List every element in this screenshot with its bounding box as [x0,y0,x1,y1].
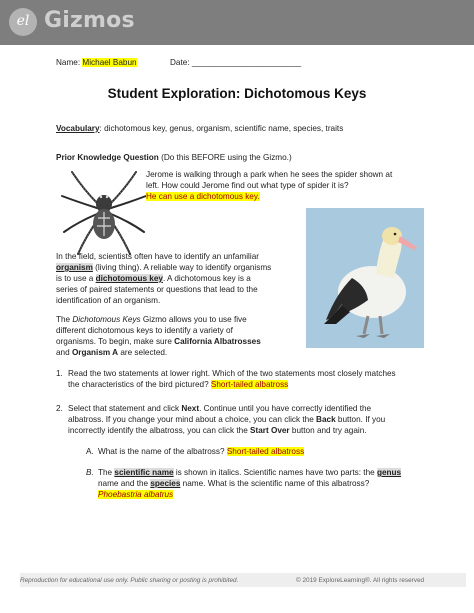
field-text-line-3-pre: is to use a [56,274,96,283]
intro-line-3-pre: organisms. To begin, make sure [56,337,175,346]
q2-line-3-pre: incorrectly identify the albatross, you can click the [68,426,251,435]
explorelearning-logo-icon: el [9,8,37,36]
pkq-answer [146,192,260,203]
pkq-answer-text: He can use a dichotomous key. [146,192,260,201]
next-keyword: Next [181,404,200,413]
date-line [170,58,301,69]
intro-line-1 [56,315,247,326]
q2b-answer-line [98,490,173,501]
term-species: species [150,479,181,488]
california-albatrosses: California Albatrosses [174,337,261,346]
field-text-line-1: In the field, scientists often have to identify an unfamiliar [56,252,259,261]
start-over-keyword: Start Over [250,426,290,435]
q1-answer: Short-tailed albatross [210,380,289,389]
q2b-line-1 [98,468,401,479]
q2a-answer: Short-tailed albatross [226,447,305,456]
student-name: Michael Babun [82,58,137,67]
field-text-line-4: series of paired statements or questions that lead to the [56,285,258,294]
organism-a: Organism A [71,348,119,357]
q1-line-1: Read the two statements at lower right. Which of the two statements most closely matches [68,369,396,378]
field-text-line-2 [56,263,271,274]
q2a-text: What is the name of the albatross? [98,447,225,456]
term-genus: genus [376,468,402,477]
albatross-image [306,208,424,348]
q2b-line-2 [98,479,369,490]
intro-line-1-post: Gizmo allows you to use five [140,315,247,324]
q2b-answer: Phoebastria albatrus [98,490,174,499]
prior-knowledge-heading [56,153,292,164]
field-text-line-3-post: . A dichotomous key is a [162,274,251,283]
vocabulary-label: Vocabulary [56,124,100,133]
name-label: Name: [56,58,81,67]
pkq-text-line-1: Jerome is walking through a park when he sees the spider shown at [146,170,393,179]
q2-line-1-post: . Continue until you have correctly identified the [199,404,372,413]
q2b-line-2-post: name. What is the scientific name of this albatross? [180,479,370,488]
intro-line-4-and: and [56,348,72,357]
intro-line-3 [56,337,261,348]
q2-line-3-post: button and try again. [289,426,367,435]
vocabulary-line [56,124,343,135]
footer-usage-note: Reproduction for educational use only. Public sharing or posting is prohibited. [20,577,239,584]
q1-line-2-text: the characteristics of the bird pictured? [68,380,209,389]
gizmos-header [0,0,474,45]
q2-line-1-pre: Select that statement and click [68,404,182,413]
q2-line-2-post: button. If you [335,415,386,424]
q2b-line-1-post: is shown in italics. Scientific names have two parts: the [173,468,377,477]
q2-line-3 [68,426,367,437]
back-keyword: Back [316,415,336,424]
intro-line-1-pre: The [56,315,73,324]
q1-number: 1. [56,369,63,378]
field-text-line-5: identification of an organism. [56,296,161,305]
gizmos-brand: Gizmos [44,8,135,33]
field-text-line-3 [56,274,251,285]
pkq-heading: Prior Knowledge Question [56,153,159,162]
q2b-line-2-pre: name and the [98,479,151,488]
intro-line-2: different dichotomous keys to identify a variety of [56,326,233,335]
q2b-line-1-pre: The [98,468,115,477]
intro-line-4-post: are selected. [118,348,168,357]
q2-line-2-pre: albatross. If you change your mind about a choice, you can click the [68,415,317,424]
q1-line-2 [68,380,288,391]
pkq-text-line-2: left. How could Jerome find out what type of spider it is? [146,181,349,190]
pkq-note: (Do this BEFORE using the Gizmo.) [158,153,292,162]
q2-line-2 [68,415,385,426]
date-label: Date: [170,58,190,67]
q2a-letter: A. [86,447,94,456]
term-organism: organism [56,263,93,272]
page-title: Student Exploration: Dichotomous Keys [107,86,367,101]
q2b-letter: B. [86,468,94,477]
intro-line-4 [56,348,167,359]
q2-line-1 [68,404,371,415]
spider-image [58,166,150,258]
field-text-line-2-rest: (living thing). A reliable way to identify organisms [92,263,272,272]
footer-copyright: © 2019 ExploreLearning®. All rights reserved [296,577,425,584]
vocabulary-terms: : dichotomous key, genus, organism, scientific name, species, traits [99,124,344,133]
q2-number: 2. [56,404,63,413]
gizmo-name: Dichotomous Keys [72,315,141,324]
term-dichotomous-key: dichotomous key [95,274,163,283]
name-line [56,58,137,69]
date-blank: ________________________ [191,58,302,67]
q2a-line [98,447,304,458]
term-scientific-name: scientific name [114,468,174,477]
